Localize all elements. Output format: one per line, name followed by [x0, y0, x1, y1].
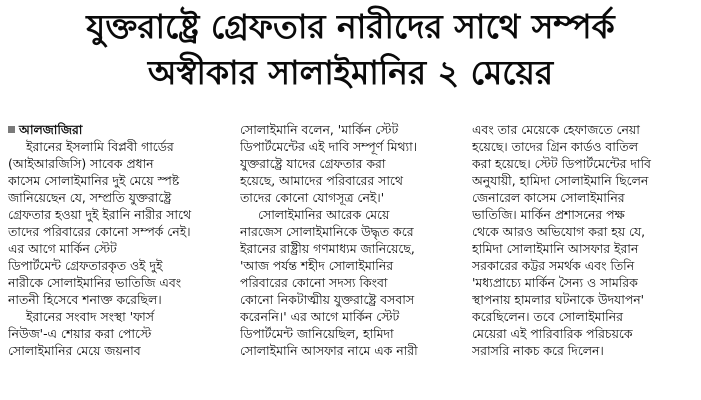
- article-line: সরাসরি নাকচ করে দিলেন।: [472, 343, 604, 358]
- article-column-3: [472, 121, 694, 397]
- article-line: ভাতিজি। মার্কিন প্রশাসনের পক্ষ: [472, 207, 625, 222]
- headline: [0, 4, 701, 96]
- article-line: হয়েছে, আমাদের পরিবারের সাথে: [240, 173, 403, 188]
- article-column-2: [240, 121, 462, 397]
- article-line: গ্রেফতার হওয়া দুই ইরানি নারীর সাথে: [8, 207, 191, 222]
- article-line: করেছিলেন। তবে সোলাইমানির: [472, 309, 623, 324]
- article-line: নারজেস সোলাইমানিকে উদ্ধৃত করে: [240, 224, 414, 239]
- article-line: নিউজ'-এ শেয়ার করা পোস্টে: [8, 326, 152, 341]
- source-credit: [8, 121, 230, 138]
- article-line: সরকারের কট্টর সমর্থক এবং তিনি: [472, 258, 635, 273]
- article-line: পরিবারের কোনো সদস্য কিংবা: [240, 275, 388, 290]
- article-line: ইরানের সংবাদ সংস্থা 'ফার্স: [26, 309, 154, 324]
- article-line: তাদের কোনো যোগসূত্র নেই।': [240, 190, 385, 205]
- article-line: যুক্তরাষ্ট্রে যাদের গ্রেফতার করা: [240, 156, 386, 171]
- article-line: ইরানের ইসলামি বিপ্লবী গার্ডের: [26, 139, 174, 154]
- article-line: তাদের পরিবারের কোনো সম্পর্ক নেই।: [8, 224, 191, 239]
- article-line: হামিদা সোলাইমানি আসফার ইরান: [472, 241, 639, 256]
- article-line: সোলাইমানির মেয়ে জয়নাব: [8, 343, 141, 358]
- article-line: সোলাইমানির আরেক মেয়ে: [258, 207, 390, 222]
- article-line: মেয়েরা এই পারিবারিক পরিচয়কে: [472, 326, 633, 341]
- article-line: ডিপার্টমেন্টের এই দাবি সম্পূর্ণ মিথ্যা।: [240, 139, 418, 154]
- article-line: অনুযায়ী, হামিদা সোলাইমানি ছিলেন: [472, 173, 649, 188]
- article-line: কাসেম সোলাইমানির দুই মেয়ে স্পষ্ট: [8, 173, 180, 188]
- source-label: আলজাজিরা: [19, 122, 83, 137]
- article-body: [8, 121, 694, 397]
- article-line: হয়েছে। তাদের গ্রিন কার্ডও বাতিল: [472, 139, 638, 154]
- article-line: করেননি।' এর আগে মার্কিন স্টেট: [240, 309, 400, 324]
- article-line: স্থাপনায় হামলার ঘটনাকে উদযাপন': [472, 292, 645, 307]
- article-line: ডিপার্টমেন্ট জানিয়েছিল, হামিদা: [240, 326, 394, 341]
- article-line: জেনারেল কাসেম সোলাইমানির: [472, 190, 625, 205]
- square-bullet-icon: [8, 126, 15, 133]
- article-line: করা হয়েছে। স্টেট ডিপার্টমেন্টের দাবি: [472, 156, 651, 171]
- article-line: 'মধ্যপ্রাচ্যে মার্কিন সৈন্য ও সামরিক: [472, 275, 638, 290]
- article-column-1: [8, 121, 230, 397]
- article-line: সোলাইমানি বলেন, 'মার্কিন স্টেট: [240, 122, 399, 137]
- article-line: জানিয়েছেন যে, সম্প্রতি যুক্তরাষ্ট্রে: [8, 190, 172, 205]
- article-line: সোলাইমানি আসফার নামে এক নারী: [240, 343, 418, 358]
- article-line: (আইআরজিসি) সাবেক প্রধান: [8, 156, 154, 171]
- article-line: নারীকে সোলাইমানির ভাতিজি এবং: [8, 275, 182, 290]
- article-line: ডিপার্টমেন্ট গ্রেফতারকৃত ওই দুই: [8, 258, 163, 273]
- article-line: থেকে আরও অভিযোগ করা হয় যে,: [472, 224, 646, 239]
- article-line: এর আগে মার্কিন স্টেট: [8, 241, 117, 256]
- headline-line-1: যুক্তরাষ্ট্রে গ্রেফতার নারীদের সাথে সম্পর্ক: [86, 7, 615, 46]
- article-line: কোনো নিকটাত্মীয় যুক্তরাষ্ট্রে বসবাস: [240, 292, 415, 307]
- article-line: 'আজ পর্যন্ত শহীদ সোলাইমানির: [240, 258, 394, 273]
- article-line: ইরানের রাষ্ট্রীয় গণমাধ্যম জানিয়েছে,: [240, 241, 415, 256]
- article-line: এবং তার মেয়েকে হেফাজতে নেয়া: [472, 122, 640, 137]
- article-line: নাতনী হিসেবে শনাক্ত করেছিল।: [8, 292, 162, 307]
- headline-line-2: অস্বীকার সালাইমানির ২ মেয়ের: [147, 53, 554, 92]
